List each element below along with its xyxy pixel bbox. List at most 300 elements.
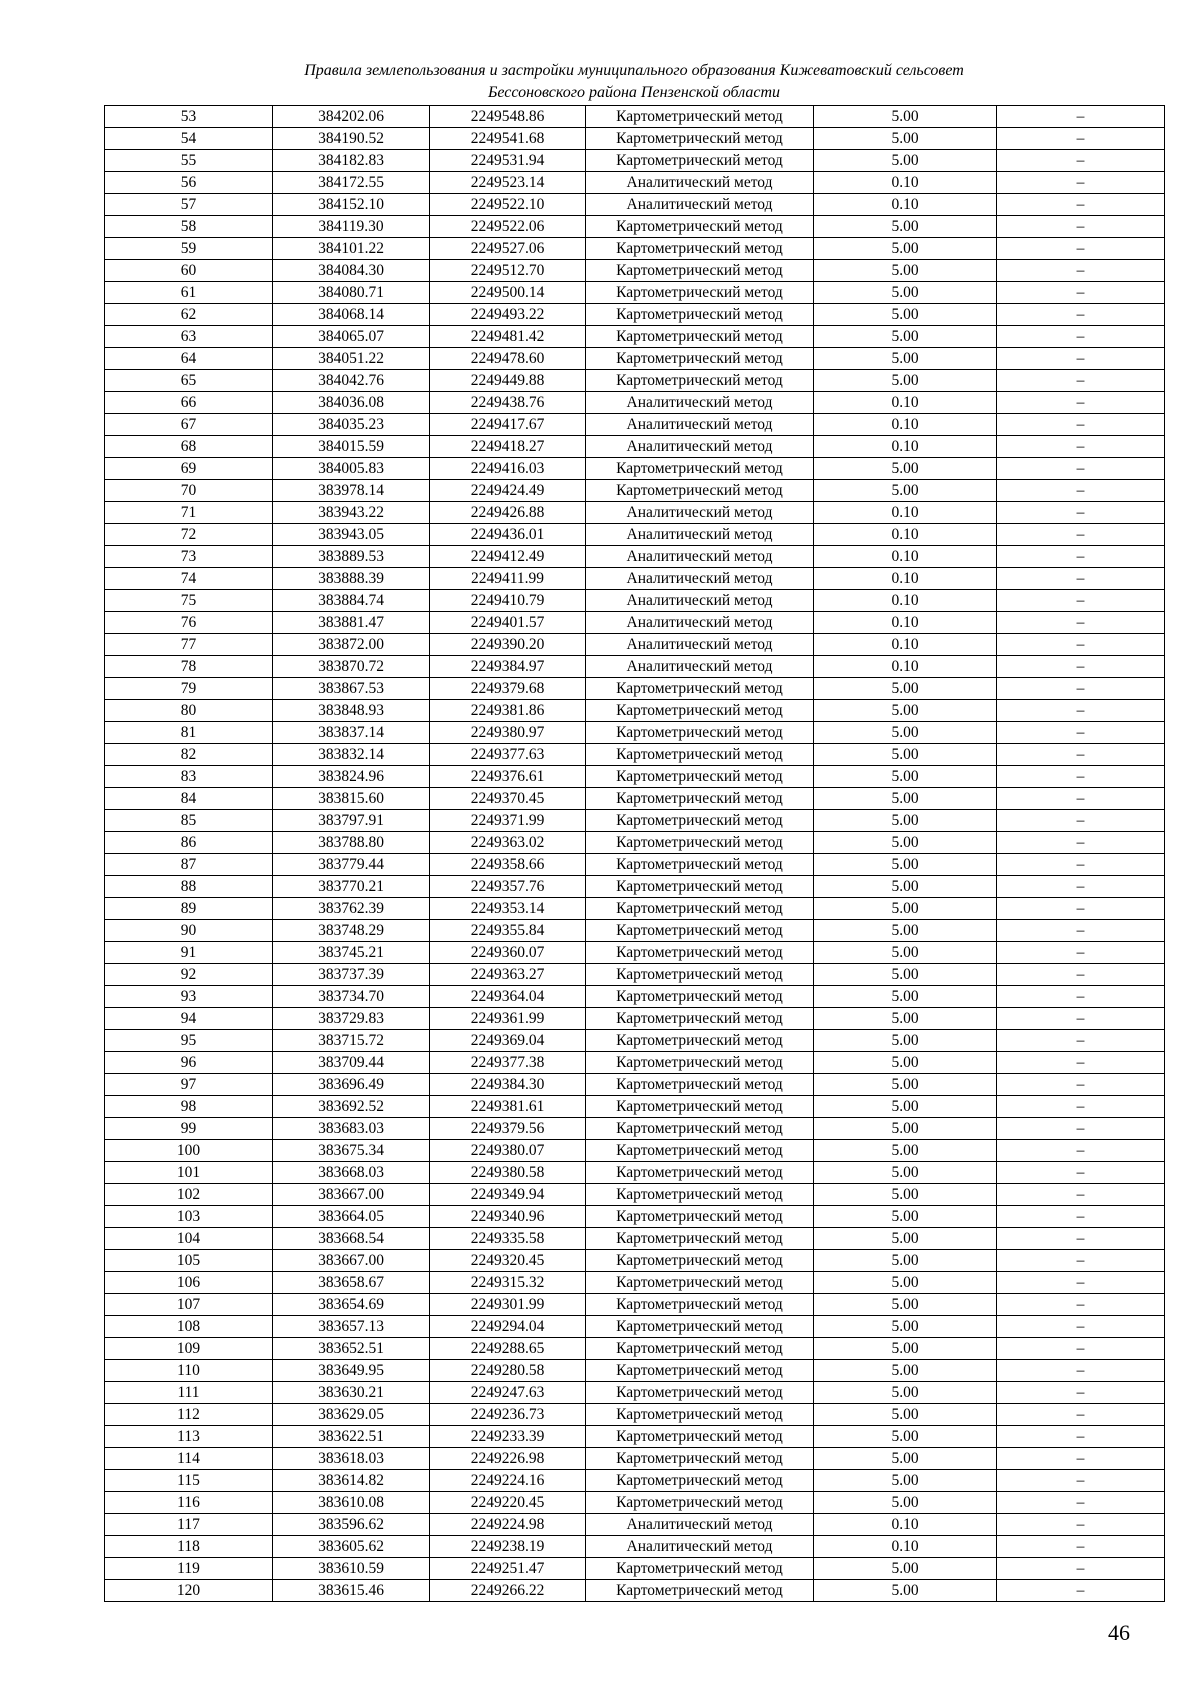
note-cell: – bbox=[997, 832, 1165, 854]
point-number-cell: 81 bbox=[105, 722, 273, 744]
y-coordinate-cell: 2249233.39 bbox=[430, 1426, 586, 1448]
accuracy-cell: 5.00 bbox=[814, 480, 997, 502]
note-cell: – bbox=[997, 150, 1165, 172]
method-cell: Картометрический метод bbox=[586, 1316, 814, 1338]
method-cell: Картометрический метод bbox=[586, 1162, 814, 1184]
table-row bbox=[105, 1250, 1165, 1272]
x-coordinate-cell: 383709.44 bbox=[273, 1052, 430, 1074]
method-cell: Аналитический метод bbox=[586, 546, 814, 568]
y-coordinate-cell: 2249500.14 bbox=[430, 282, 586, 304]
y-coordinate-cell: 2249376.61 bbox=[430, 766, 586, 788]
y-coordinate-cell: 2249493.22 bbox=[430, 304, 586, 326]
method-cell: Аналитический метод bbox=[586, 502, 814, 524]
point-number-cell: 79 bbox=[105, 678, 273, 700]
method-cell: Картометрический метод bbox=[586, 480, 814, 502]
x-coordinate-cell: 383729.83 bbox=[273, 1008, 430, 1030]
note-cell: – bbox=[997, 1294, 1165, 1316]
method-cell: Картометрический метод bbox=[586, 832, 814, 854]
note-cell: – bbox=[997, 1338, 1165, 1360]
note-cell: – bbox=[997, 1030, 1165, 1052]
method-cell: Аналитический метод bbox=[586, 524, 814, 546]
point-number-cell: 87 bbox=[105, 854, 273, 876]
method-cell: Картометрический метод bbox=[586, 1118, 814, 1140]
y-coordinate-cell: 2249531.94 bbox=[430, 150, 586, 172]
accuracy-cell: 5.00 bbox=[814, 1492, 997, 1514]
note-cell: – bbox=[997, 612, 1165, 634]
method-cell: Картометрический метод bbox=[586, 238, 814, 260]
method-cell: Картометрический метод bbox=[586, 1404, 814, 1426]
y-coordinate-cell: 2249357.76 bbox=[430, 876, 586, 898]
point-number-cell: 104 bbox=[105, 1228, 273, 1250]
table-row bbox=[105, 194, 1165, 216]
x-coordinate-cell: 383610.08 bbox=[273, 1492, 430, 1514]
note-cell: – bbox=[997, 810, 1165, 832]
accuracy-cell: 5.00 bbox=[814, 150, 997, 172]
table-row bbox=[105, 722, 1165, 744]
point-number-cell: 111 bbox=[105, 1382, 273, 1404]
x-coordinate-cell: 383889.53 bbox=[273, 546, 430, 568]
x-coordinate-cell: 383649.95 bbox=[273, 1360, 430, 1382]
point-number-cell: 55 bbox=[105, 150, 273, 172]
method-cell: Картометрический метод bbox=[586, 1580, 814, 1602]
method-cell: Аналитический метод bbox=[586, 568, 814, 590]
y-coordinate-cell: 2249381.86 bbox=[430, 700, 586, 722]
method-cell: Картометрический метод bbox=[586, 810, 814, 832]
accuracy-cell: 0.10 bbox=[814, 612, 997, 634]
x-coordinate-cell: 384172.55 bbox=[273, 172, 430, 194]
note-cell: – bbox=[997, 172, 1165, 194]
note-cell: – bbox=[997, 1470, 1165, 1492]
point-number-cell: 112 bbox=[105, 1404, 273, 1426]
accuracy-cell: 5.00 bbox=[814, 106, 997, 128]
y-coordinate-cell: 2249523.14 bbox=[430, 172, 586, 194]
x-coordinate-cell: 383881.47 bbox=[273, 612, 430, 634]
y-coordinate-cell: 2249251.47 bbox=[430, 1558, 586, 1580]
y-coordinate-cell: 2249380.07 bbox=[430, 1140, 586, 1162]
point-number-cell: 88 bbox=[105, 876, 273, 898]
method-cell: Картометрический метод bbox=[586, 1360, 814, 1382]
y-coordinate-cell: 2249377.63 bbox=[430, 744, 586, 766]
accuracy-cell: 0.10 bbox=[814, 634, 997, 656]
note-cell: – bbox=[997, 1426, 1165, 1448]
point-number-cell: 54 bbox=[105, 128, 273, 150]
point-number-cell: 93 bbox=[105, 986, 273, 1008]
table-row bbox=[105, 106, 1165, 128]
x-coordinate-cell: 383943.05 bbox=[273, 524, 430, 546]
point-number-cell: 107 bbox=[105, 1294, 273, 1316]
note-cell: – bbox=[997, 942, 1165, 964]
table-row bbox=[105, 1316, 1165, 1338]
x-coordinate-cell: 383884.74 bbox=[273, 590, 430, 612]
x-coordinate-cell: 383605.62 bbox=[273, 1536, 430, 1558]
table-row bbox=[105, 414, 1165, 436]
note-cell: – bbox=[997, 590, 1165, 612]
point-number-cell: 85 bbox=[105, 810, 273, 832]
method-cell: Картометрический метод bbox=[586, 1140, 814, 1162]
note-cell: – bbox=[997, 326, 1165, 348]
table-row bbox=[105, 348, 1165, 370]
accuracy-cell: 0.10 bbox=[814, 392, 997, 414]
y-coordinate-cell: 2249320.45 bbox=[430, 1250, 586, 1272]
accuracy-cell: 5.00 bbox=[814, 1338, 997, 1360]
coordinates-table bbox=[104, 105, 1165, 1602]
point-number-cell: 57 bbox=[105, 194, 273, 216]
method-cell: Аналитический метод bbox=[586, 612, 814, 634]
y-coordinate-cell: 2249288.65 bbox=[430, 1338, 586, 1360]
method-cell: Картометрический метод bbox=[586, 1250, 814, 1272]
y-coordinate-cell: 2249410.79 bbox=[430, 590, 586, 612]
x-coordinate-cell: 383596.62 bbox=[273, 1514, 430, 1536]
method-cell: Картометрический метод bbox=[586, 942, 814, 964]
accuracy-cell: 5.00 bbox=[814, 854, 997, 876]
accuracy-cell: 5.00 bbox=[814, 326, 997, 348]
table-row bbox=[105, 238, 1165, 260]
accuracy-cell: 5.00 bbox=[814, 942, 997, 964]
method-cell: Картометрический метод bbox=[586, 1030, 814, 1052]
y-coordinate-cell: 2249426.88 bbox=[430, 502, 586, 524]
y-coordinate-cell: 2249522.10 bbox=[430, 194, 586, 216]
table-row bbox=[105, 1536, 1165, 1558]
y-coordinate-cell: 2249379.68 bbox=[430, 678, 586, 700]
method-cell: Картометрический метод bbox=[586, 370, 814, 392]
accuracy-cell: 5.00 bbox=[814, 1008, 997, 1030]
point-number-cell: 76 bbox=[105, 612, 273, 634]
note-cell: – bbox=[997, 480, 1165, 502]
table-row bbox=[105, 876, 1165, 898]
note-cell: – bbox=[997, 1096, 1165, 1118]
table-row bbox=[105, 150, 1165, 172]
accuracy-cell: 5.00 bbox=[814, 1228, 997, 1250]
accuracy-cell: 5.00 bbox=[814, 1360, 997, 1382]
table-row bbox=[105, 1382, 1165, 1404]
table-row bbox=[105, 524, 1165, 546]
accuracy-cell: 5.00 bbox=[814, 678, 997, 700]
y-coordinate-cell: 2249266.22 bbox=[430, 1580, 586, 1602]
point-number-cell: 91 bbox=[105, 942, 273, 964]
x-coordinate-cell: 384080.71 bbox=[273, 282, 430, 304]
accuracy-cell: 5.00 bbox=[814, 1118, 997, 1140]
x-coordinate-cell: 384152.10 bbox=[273, 194, 430, 216]
point-number-cell: 67 bbox=[105, 414, 273, 436]
method-cell: Картометрический метод bbox=[586, 964, 814, 986]
x-coordinate-cell: 383715.72 bbox=[273, 1030, 430, 1052]
point-number-cell: 60 bbox=[105, 260, 273, 282]
y-coordinate-cell: 2249481.42 bbox=[430, 326, 586, 348]
note-cell: – bbox=[997, 524, 1165, 546]
y-coordinate-cell: 2249220.45 bbox=[430, 1492, 586, 1514]
y-coordinate-cell: 2249238.19 bbox=[430, 1536, 586, 1558]
y-coordinate-cell: 2249380.58 bbox=[430, 1162, 586, 1184]
accuracy-cell: 5.00 bbox=[814, 1558, 997, 1580]
table-row bbox=[105, 1206, 1165, 1228]
point-number-cell: 117 bbox=[105, 1514, 273, 1536]
method-cell: Картометрический метод bbox=[586, 106, 814, 128]
x-coordinate-cell: 383683.03 bbox=[273, 1118, 430, 1140]
x-coordinate-cell: 383614.82 bbox=[273, 1470, 430, 1492]
accuracy-cell: 5.00 bbox=[814, 1162, 997, 1184]
y-coordinate-cell: 2249418.27 bbox=[430, 436, 586, 458]
y-coordinate-cell: 2249416.03 bbox=[430, 458, 586, 480]
table-row bbox=[105, 810, 1165, 832]
accuracy-cell: 5.00 bbox=[814, 1272, 997, 1294]
table-row bbox=[105, 480, 1165, 502]
point-number-cell: 74 bbox=[105, 568, 273, 590]
point-number-cell: 113 bbox=[105, 1426, 273, 1448]
point-number-cell: 82 bbox=[105, 744, 273, 766]
y-coordinate-cell: 2249247.63 bbox=[430, 1382, 586, 1404]
table-row bbox=[105, 128, 1165, 150]
note-cell: – bbox=[997, 788, 1165, 810]
method-cell: Картометрический метод bbox=[586, 282, 814, 304]
y-coordinate-cell: 2249369.04 bbox=[430, 1030, 586, 1052]
accuracy-cell: 5.00 bbox=[814, 832, 997, 854]
running-header bbox=[104, 60, 1164, 104]
note-cell: – bbox=[997, 106, 1165, 128]
table-row bbox=[105, 370, 1165, 392]
table-row bbox=[105, 568, 1165, 590]
x-coordinate-cell: 383622.51 bbox=[273, 1426, 430, 1448]
point-number-cell: 94 bbox=[105, 1008, 273, 1030]
accuracy-cell: 0.10 bbox=[814, 524, 997, 546]
note-cell: – bbox=[997, 678, 1165, 700]
y-coordinate-cell: 2249438.76 bbox=[430, 392, 586, 414]
table-row bbox=[105, 1360, 1165, 1382]
table-row bbox=[105, 612, 1165, 634]
accuracy-cell: 5.00 bbox=[814, 1074, 997, 1096]
point-number-cell: 63 bbox=[105, 326, 273, 348]
x-coordinate-cell: 383618.03 bbox=[273, 1448, 430, 1470]
x-coordinate-cell: 384005.83 bbox=[273, 458, 430, 480]
x-coordinate-cell: 383762.39 bbox=[273, 898, 430, 920]
table-row bbox=[105, 1514, 1165, 1536]
method-cell: Картометрический метод bbox=[586, 1184, 814, 1206]
y-coordinate-cell: 2249364.04 bbox=[430, 986, 586, 1008]
point-number-cell: 102 bbox=[105, 1184, 273, 1206]
x-coordinate-cell: 383824.96 bbox=[273, 766, 430, 788]
accuracy-cell: 0.10 bbox=[814, 1536, 997, 1558]
accuracy-cell: 5.00 bbox=[814, 964, 997, 986]
point-number-cell: 103 bbox=[105, 1206, 273, 1228]
point-number-cell: 109 bbox=[105, 1338, 273, 1360]
point-number-cell: 115 bbox=[105, 1470, 273, 1492]
table-row bbox=[105, 898, 1165, 920]
note-cell: – bbox=[997, 1074, 1165, 1096]
y-coordinate-cell: 2249377.38 bbox=[430, 1052, 586, 1074]
y-coordinate-cell: 2249381.61 bbox=[430, 1096, 586, 1118]
point-number-cell: 70 bbox=[105, 480, 273, 502]
point-number-cell: 119 bbox=[105, 1558, 273, 1580]
note-cell: – bbox=[997, 766, 1165, 788]
table-row bbox=[105, 1580, 1165, 1602]
table-row bbox=[105, 942, 1165, 964]
x-coordinate-cell: 383888.39 bbox=[273, 568, 430, 590]
y-coordinate-cell: 2249224.98 bbox=[430, 1514, 586, 1536]
accuracy-cell: 5.00 bbox=[814, 1096, 997, 1118]
note-cell: – bbox=[997, 238, 1165, 260]
accuracy-cell: 5.00 bbox=[814, 722, 997, 744]
note-cell: – bbox=[997, 1382, 1165, 1404]
method-cell: Аналитический метод bbox=[586, 1514, 814, 1536]
point-number-cell: 72 bbox=[105, 524, 273, 546]
accuracy-cell: 5.00 bbox=[814, 876, 997, 898]
accuracy-cell: 5.00 bbox=[814, 238, 997, 260]
note-cell: – bbox=[997, 568, 1165, 590]
y-coordinate-cell: 2249301.99 bbox=[430, 1294, 586, 1316]
method-cell: Картометрический метод bbox=[586, 348, 814, 370]
x-coordinate-cell: 384119.30 bbox=[273, 216, 430, 238]
note-cell: – bbox=[997, 1184, 1165, 1206]
x-coordinate-cell: 383657.13 bbox=[273, 1316, 430, 1338]
note-cell: – bbox=[997, 502, 1165, 524]
y-coordinate-cell: 2249417.67 bbox=[430, 414, 586, 436]
note-cell: – bbox=[997, 1492, 1165, 1514]
x-coordinate-cell: 383734.70 bbox=[273, 986, 430, 1008]
method-cell: Аналитический метод bbox=[586, 172, 814, 194]
note-cell: – bbox=[997, 546, 1165, 568]
method-cell: Картометрический метод bbox=[586, 1074, 814, 1096]
table-row bbox=[105, 744, 1165, 766]
note-cell: – bbox=[997, 414, 1165, 436]
x-coordinate-cell: 383630.21 bbox=[273, 1382, 430, 1404]
accuracy-cell: 0.10 bbox=[814, 1514, 997, 1536]
x-coordinate-cell: 383737.39 bbox=[273, 964, 430, 986]
method-cell: Картометрический метод bbox=[586, 128, 814, 150]
x-coordinate-cell: 383654.69 bbox=[273, 1294, 430, 1316]
table-row bbox=[105, 172, 1165, 194]
table-row bbox=[105, 1118, 1165, 1140]
accuracy-cell: 5.00 bbox=[814, 1250, 997, 1272]
y-coordinate-cell: 2249236.73 bbox=[430, 1404, 586, 1426]
point-number-cell: 84 bbox=[105, 788, 273, 810]
note-cell: – bbox=[997, 722, 1165, 744]
method-cell: Картометрический метод bbox=[586, 304, 814, 326]
point-number-cell: 97 bbox=[105, 1074, 273, 1096]
x-coordinate-cell: 383667.00 bbox=[273, 1250, 430, 1272]
table-row bbox=[105, 502, 1165, 524]
y-coordinate-cell: 2249380.97 bbox=[430, 722, 586, 744]
method-cell: Картометрический метод bbox=[586, 260, 814, 282]
method-cell: Картометрический метод bbox=[586, 986, 814, 1008]
accuracy-cell: 5.00 bbox=[814, 1404, 997, 1426]
point-number-cell: 53 bbox=[105, 106, 273, 128]
accuracy-cell: 5.00 bbox=[814, 1426, 997, 1448]
note-cell: – bbox=[997, 370, 1165, 392]
table-row bbox=[105, 656, 1165, 678]
accuracy-cell: 5.00 bbox=[814, 1184, 997, 1206]
x-coordinate-cell: 383770.21 bbox=[273, 876, 430, 898]
accuracy-cell: 5.00 bbox=[814, 1206, 997, 1228]
note-cell: – bbox=[997, 700, 1165, 722]
method-cell: Картометрический метод bbox=[586, 1426, 814, 1448]
table-row bbox=[105, 1074, 1165, 1096]
x-coordinate-cell: 384042.76 bbox=[273, 370, 430, 392]
point-number-cell: 83 bbox=[105, 766, 273, 788]
point-number-cell: 120 bbox=[105, 1580, 273, 1602]
point-number-cell: 96 bbox=[105, 1052, 273, 1074]
y-coordinate-cell: 2249335.58 bbox=[430, 1228, 586, 1250]
y-coordinate-cell: 2249436.01 bbox=[430, 524, 586, 546]
method-cell: Картометрический метод bbox=[586, 1052, 814, 1074]
x-coordinate-cell: 383978.14 bbox=[273, 480, 430, 502]
table-row bbox=[105, 546, 1165, 568]
point-number-cell: 64 bbox=[105, 348, 273, 370]
page-number: 46 bbox=[1108, 1620, 1130, 1645]
x-coordinate-cell: 383668.54 bbox=[273, 1228, 430, 1250]
table-row bbox=[105, 392, 1165, 414]
method-cell: Аналитический метод bbox=[586, 194, 814, 216]
table-row bbox=[105, 1008, 1165, 1030]
method-cell: Аналитический метод bbox=[586, 436, 814, 458]
note-cell: – bbox=[997, 1162, 1165, 1184]
table-row bbox=[105, 678, 1165, 700]
x-coordinate-cell: 384190.52 bbox=[273, 128, 430, 150]
table-row bbox=[105, 1030, 1165, 1052]
accuracy-cell: 5.00 bbox=[814, 788, 997, 810]
accuracy-cell: 5.00 bbox=[814, 1316, 997, 1338]
accuracy-cell: 0.10 bbox=[814, 656, 997, 678]
table-row bbox=[105, 1338, 1165, 1360]
note-cell: – bbox=[997, 304, 1165, 326]
accuracy-cell: 0.10 bbox=[814, 436, 997, 458]
point-number-cell: 106 bbox=[105, 1272, 273, 1294]
y-coordinate-cell: 2249294.04 bbox=[430, 1316, 586, 1338]
accuracy-cell: 5.00 bbox=[814, 128, 997, 150]
method-cell: Картометрический метод bbox=[586, 150, 814, 172]
y-coordinate-cell: 2249390.20 bbox=[430, 634, 586, 656]
y-coordinate-cell: 2249340.96 bbox=[430, 1206, 586, 1228]
table-row bbox=[105, 590, 1165, 612]
y-coordinate-cell: 2249401.57 bbox=[430, 612, 586, 634]
note-cell: – bbox=[997, 392, 1165, 414]
x-coordinate-cell: 383837.14 bbox=[273, 722, 430, 744]
accuracy-cell: 5.00 bbox=[814, 1470, 997, 1492]
accuracy-cell: 5.00 bbox=[814, 920, 997, 942]
y-coordinate-cell: 2249384.30 bbox=[430, 1074, 586, 1096]
point-number-cell: 101 bbox=[105, 1162, 273, 1184]
x-coordinate-cell: 383675.34 bbox=[273, 1140, 430, 1162]
table-row bbox=[105, 1272, 1165, 1294]
x-coordinate-cell: 383652.51 bbox=[273, 1338, 430, 1360]
method-cell: Аналитический метод bbox=[586, 590, 814, 612]
point-number-cell: 68 bbox=[105, 436, 273, 458]
method-cell: Картометрический метод bbox=[586, 216, 814, 238]
note-cell: – bbox=[997, 1558, 1165, 1580]
table-row bbox=[105, 1404, 1165, 1426]
table-row bbox=[105, 282, 1165, 304]
point-number-cell: 80 bbox=[105, 700, 273, 722]
x-coordinate-cell: 383748.29 bbox=[273, 920, 430, 942]
accuracy-cell: 5.00 bbox=[814, 1448, 997, 1470]
y-coordinate-cell: 2249384.97 bbox=[430, 656, 586, 678]
point-number-cell: 59 bbox=[105, 238, 273, 260]
method-cell: Картометрический метод bbox=[586, 876, 814, 898]
point-number-cell: 108 bbox=[105, 1316, 273, 1338]
accuracy-cell: 5.00 bbox=[814, 810, 997, 832]
note-cell: – bbox=[997, 216, 1165, 238]
x-coordinate-cell: 383667.00 bbox=[273, 1184, 430, 1206]
method-cell: Картометрический метод bbox=[586, 1294, 814, 1316]
method-cell: Аналитический метод bbox=[586, 634, 814, 656]
point-number-cell: 99 bbox=[105, 1118, 273, 1140]
method-cell: Картометрический метод bbox=[586, 1448, 814, 1470]
table-row bbox=[105, 260, 1165, 282]
accuracy-cell: 5.00 bbox=[814, 370, 997, 392]
note-cell: – bbox=[997, 1008, 1165, 1030]
x-coordinate-cell: 383797.91 bbox=[273, 810, 430, 832]
note-cell: – bbox=[997, 1514, 1165, 1536]
point-number-cell: 73 bbox=[105, 546, 273, 568]
x-coordinate-cell: 383872.00 bbox=[273, 634, 430, 656]
